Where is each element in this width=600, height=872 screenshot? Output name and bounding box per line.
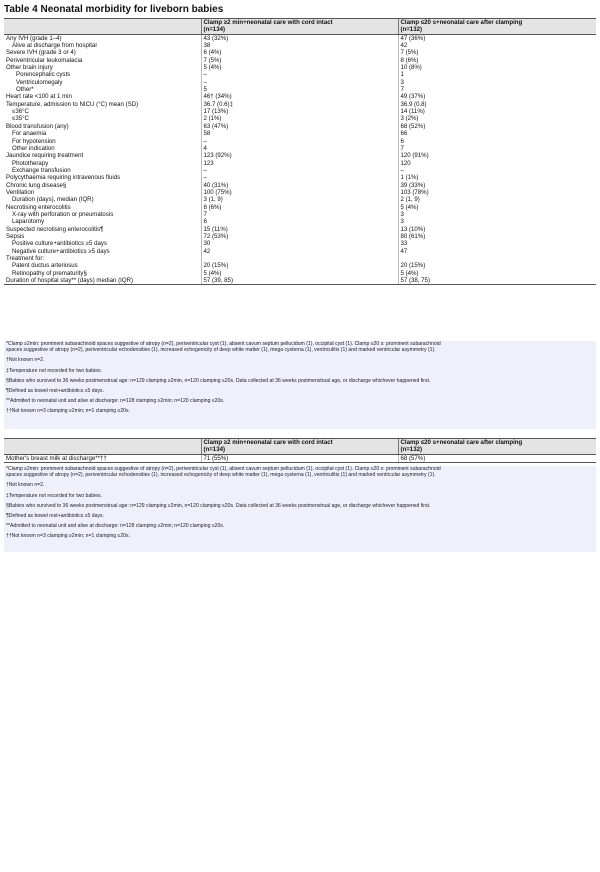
row-label: Other brain injury [6, 64, 53, 72]
row-label: Phototherapy [12, 159, 49, 167]
cell-clamp-20s: 6 [398, 138, 596, 145]
table-row [4, 42, 596, 49]
table-row [4, 101, 596, 108]
footnote: ¶Defined as bowel rest+antibiotics ≥5 days. [6, 513, 104, 520]
row-label: Treatment for: [6, 255, 45, 262]
cell-clamp-20s: 49 (37%) [398, 93, 596, 100]
row-label: Temperature, admission to NICU (°C) mean (SD) [6, 100, 139, 108]
cell-clamp-2min: 30 [201, 240, 398, 247]
cell-clamp-2min: 15 (11%) [201, 226, 398, 233]
table-row [4, 218, 596, 225]
table-row [4, 130, 596, 137]
cell-clamp-20s: 80 (61%) [398, 233, 596, 240]
table-row [4, 64, 596, 71]
header-row [4, 439, 596, 447]
table-row [4, 145, 596, 152]
cell-clamp-20s: 68 (52%) [398, 123, 596, 130]
table-row [4, 152, 596, 159]
table-row [4, 255, 596, 262]
table-row [4, 454, 596, 462]
column-header: Clamp ≤20 s+neonatal care after clamping [398, 439, 596, 447]
row-label: ≤36°C [12, 108, 29, 116]
cell-clamp-2min: 123 [201, 160, 398, 167]
cell-clamp-20s: 120 [398, 160, 596, 167]
cell-clamp-2min: 7 [201, 211, 398, 218]
cell-clamp-2min: 46† (34%) [201, 93, 398, 100]
table-row [4, 196, 596, 203]
table-row [4, 240, 596, 247]
table-row [4, 160, 596, 167]
cell-clamp-2min: 38 [201, 42, 398, 49]
cell-clamp-2min: 6 [201, 218, 398, 225]
row-label: X-ray with perforation or pneumatosis [12, 210, 114, 218]
table-row [4, 86, 596, 93]
cell-clamp-2min: 123 (92%) [201, 152, 398, 159]
table-row [4, 79, 596, 86]
cell-clamp-20s: 5 (4%) [398, 204, 596, 211]
table-row [4, 233, 596, 240]
column-subheader: (n=132) [398, 26, 596, 34]
row-label: Periventricular leukomalacia [6, 56, 83, 64]
cell-clamp-20s: 7 [398, 145, 596, 152]
cell-clamp-2min: 17 (13%) [201, 108, 398, 115]
column-subheader: (n=134) [201, 26, 398, 34]
cell-clamp-20s [398, 255, 596, 262]
cell-clamp-20s: 7 [398, 86, 596, 93]
column-header: Clamp ≥2 min+neonatal care with cord intact [201, 439, 398, 447]
footnote: *Clamp ≥2min: prominent subarachnoid spaces suggestive of atropy (n=2), periventricular cyst (1), absent cavum septum pellucidum (1), occipital cyst (1). Clamp ≤20 s: prominent subarachnoid [6, 466, 441, 472]
cell-clamp-2min: 63 (47%) [201, 123, 398, 130]
table-row [4, 226, 596, 233]
cell-clamp-2min: – [201, 79, 398, 86]
cell-clamp-2min: 20 (15%) [201, 262, 398, 269]
row-label: Alive at discharge from hospital [12, 42, 97, 50]
row-label: Severe IVH (grade 3 or 4) [6, 49, 76, 57]
column-header [4, 439, 201, 447]
row-label: Duration (days), median (IQR) [12, 196, 94, 204]
row-label: Porencephalic cysts [16, 71, 71, 79]
footnotes-block-repeat [4, 466, 596, 552]
row-label: Heart rate <100 at 1 min [6, 93, 72, 101]
cell-clamp-20s: 42 [398, 42, 596, 49]
column-header: Clamp ≥2 min+neonatal care with cord intact [201, 19, 398, 27]
table-row [4, 49, 596, 56]
row-label: Jaundice requiring treatment [6, 152, 84, 160]
cell-clamp-2min: 42 [201, 248, 398, 255]
row-label: Ventilation [6, 188, 35, 196]
morbidity-table [4, 18, 596, 285]
column-subheader: (n=134) [201, 446, 398, 454]
footnotes-block [4, 341, 596, 429]
cell-clamp-2min: – [201, 71, 398, 78]
table-row [4, 277, 596, 285]
footnote: ††Not known n=3 clamping ≥2min; n=1 clamping ≤20s. [6, 408, 130, 415]
cell-clamp-2min: 6 (4%) [201, 49, 398, 56]
cell-clamp-2min: – [201, 167, 398, 174]
footnote: †Not known n=2. [6, 357, 45, 364]
footnote: ¶Defined as bowel rest+antibiotics ≥5 days. [6, 388, 104, 395]
table-row [4, 189, 596, 196]
footnote: §Babies who survived to 36 weeks postmenstrual age: n=129 clamping ≥2min, n=120 clamping ≤20s. Data collected at 36 weeks postmenstrual age, or discharge whichever happened first. [6, 377, 431, 384]
row-label: Laparotomy [12, 218, 45, 226]
cell-clamp-20s: 36.9 (0.8) [398, 101, 596, 108]
table-row [4, 108, 596, 115]
cell-clamp-2min [201, 255, 398, 262]
row-label: Mother's breast milk at discharge**†† [4, 454, 201, 462]
cell-clamp-2min: 5 (4%) [201, 270, 398, 277]
cell-clamp-20s: 57 (38, 75) [398, 277, 596, 285]
row-label: Polycythaemia requiring intravenous fluids [6, 174, 121, 182]
footnote: ‡Temperature not recorded for two babies. [6, 492, 102, 499]
cell-clamp-20s: 47 [398, 248, 596, 255]
row-label: Suspected necrotising enterocolitis¶ [6, 225, 104, 233]
cell-clamp-2min: 57 (39, 85) [201, 277, 398, 285]
cell-clamp-2min: 2 (1%) [201, 115, 398, 122]
row-label: Exchange transfusion [12, 166, 71, 174]
cell-clamp-20s: 47 (36%) [398, 34, 596, 42]
cell-clamp-2min: 100 (75%) [201, 189, 398, 196]
table-row [4, 182, 596, 189]
table-row [4, 248, 596, 255]
cell-clamp-2min: 8 (6%) [201, 204, 398, 211]
table-row [4, 174, 596, 181]
cell-clamp-20s: 66 [398, 130, 596, 137]
cell-clamp-20s: – [398, 167, 596, 174]
row-label: Retinopathy of prematurity§ [12, 269, 87, 277]
footnote: ‡Temperature not recorded for two babies. [6, 367, 102, 374]
cell-clamp-20s: 7 (5%) [398, 49, 596, 56]
column-header: Clamp ≤20 s+neonatal care after clamping [398, 19, 596, 27]
table-row [4, 34, 596, 42]
row-label: Other* [16, 86, 34, 94]
table-row [4, 204, 596, 211]
cell-clamp-20s: 14 (11%) [398, 108, 596, 115]
row-label: Any IVH (grade 1–4) [6, 34, 62, 42]
row-label: Negative culture+antibiotics ≥5 days [12, 247, 110, 255]
cell-clamp-20s: 33 [398, 240, 596, 247]
cell-clamp-2min: 58 [201, 130, 398, 137]
cell-clamp-20s: 39 (33%) [398, 182, 596, 189]
table-row [4, 211, 596, 218]
cell-clamp-2min: 43 (32%) [201, 34, 398, 42]
cell-clamp-2min: – [201, 138, 398, 145]
footnote: †Not known n=2. [6, 482, 45, 489]
cell-clamp-2min: – [201, 174, 398, 181]
cell-clamp-2min: 5 (4%) [201, 64, 398, 71]
cell-clamp-20s: 5 (4%) [398, 270, 596, 277]
column-subheader [4, 446, 201, 454]
header-row [4, 19, 596, 27]
table-row [4, 262, 596, 269]
table-row [4, 138, 596, 145]
column-subheader [4, 26, 201, 34]
cell-clamp-20s: 10 (8%) [398, 64, 596, 71]
cell-clamp-20s: 3 (2%) [398, 115, 596, 122]
cell-clamp-20s: 3 [398, 211, 596, 218]
cell-clamp-2min: 4 [201, 145, 398, 152]
breast-milk-table [4, 438, 596, 463]
table-row [4, 93, 596, 100]
row-label: Sepsis [6, 232, 25, 240]
n-row [4, 26, 596, 34]
row-label: Necrotising enterocolitis [6, 203, 71, 211]
table-title: Table 4 Neonatal morbidity for liveborn babies [4, 4, 224, 15]
n-row [4, 446, 596, 454]
table-row [4, 123, 596, 130]
table-row [4, 270, 596, 277]
cell-clamp-20s: 120 (91%) [398, 152, 596, 159]
cell-clamp-20s: 2 (1, 9) [398, 196, 596, 203]
row-label: For anaemia [12, 130, 47, 138]
cell-clamp-2min: 5 [201, 86, 398, 93]
footnote: **Admitted to neonatal unit and alive at discharge: n=128 clamping ≥2min; n=120 clamping ≤20s. [6, 398, 225, 405]
row-label: For hypotension [12, 137, 56, 145]
row-label: Other indication [12, 144, 55, 152]
cell-clamp-20s: 3 [398, 218, 596, 225]
cell-clamp-2min: 71 (55%) [201, 454, 398, 462]
cell-clamp-2min: 3 (1, 9) [201, 196, 398, 203]
row-label: Duration of hospital stay** (days) median (IQR) [4, 277, 201, 285]
cell-clamp-2min: 72 (53%) [201, 233, 398, 240]
footnote: *Clamp ≥2min: prominent subarachnoid spaces suggestive of atropy (n=2), periventricular cyst (1), absent cavum septum pellucidum (1), occipital cyst (1). Clamp ≤20 s: prominent subarachnoid [6, 341, 441, 347]
footnote: spaces suggestive of atropy (n=2), periventricular echodensities (1), increased echogenicity of deep white matter (1), mega cysterna (1), ventriculitis (1) and marked ventricular asymmetry (1). [6, 472, 436, 479]
column-header [4, 19, 201, 27]
cell-clamp-20s: 3 [398, 79, 596, 86]
row-label: Ventriculomegaly [16, 78, 63, 86]
footnote: spaces suggestive of atropy (n=2), periventricular echodensities (1), increased echogenicity of deep white matter (1), mega cysterna (1), ventriculitis (1) and marked ventricular asymmetry (1). [6, 347, 436, 354]
row-label: Positive culture+antibiotics ≥5 days [12, 240, 107, 248]
cell-clamp-20s: 8 (6%) [398, 57, 596, 64]
row-label: Blood transfusion (any) [6, 122, 69, 130]
table-row [4, 115, 596, 122]
table-row [4, 57, 596, 64]
cell-clamp-2min: 36.7 (0.6)‡ [201, 101, 398, 108]
cell-clamp-2min: 7 (5%) [201, 57, 398, 64]
table-row [4, 71, 596, 78]
table-row [4, 167, 596, 174]
column-subheader: (n=132) [398, 446, 596, 454]
cell-clamp-20s: 20 (15%) [398, 262, 596, 269]
cell-clamp-20s: 1 [398, 71, 596, 78]
footnote: **Admitted to neonatal unit and alive at discharge: n=128 clamping ≥2min; n=120 clamping ≤20s. [6, 523, 225, 530]
cell-clamp-20s: 68 (57%) [398, 454, 596, 462]
cell-clamp-20s: 103 (78%) [398, 189, 596, 196]
row-label: Chronic lung disease§ [6, 181, 67, 189]
cell-clamp-2min: 40 (31%) [201, 182, 398, 189]
row-label: ≤35°C [12, 115, 29, 123]
cell-clamp-20s: 13 (10%) [398, 226, 596, 233]
footnote: ††Not known n=3 clamping ≥2min; n=1 clamping ≤20s. [6, 533, 130, 540]
row-label: Patent ductus arteriosus [12, 262, 78, 270]
footnote: §Babies who survived to 36 weeks postmenstrual age: n=129 clamping ≥2min, n=120 clamping ≤20s. Data collected at 36 weeks postmenstrual age, or discharge whichever happened first. [6, 502, 431, 509]
cell-clamp-20s: 1 (1%) [398, 174, 596, 181]
